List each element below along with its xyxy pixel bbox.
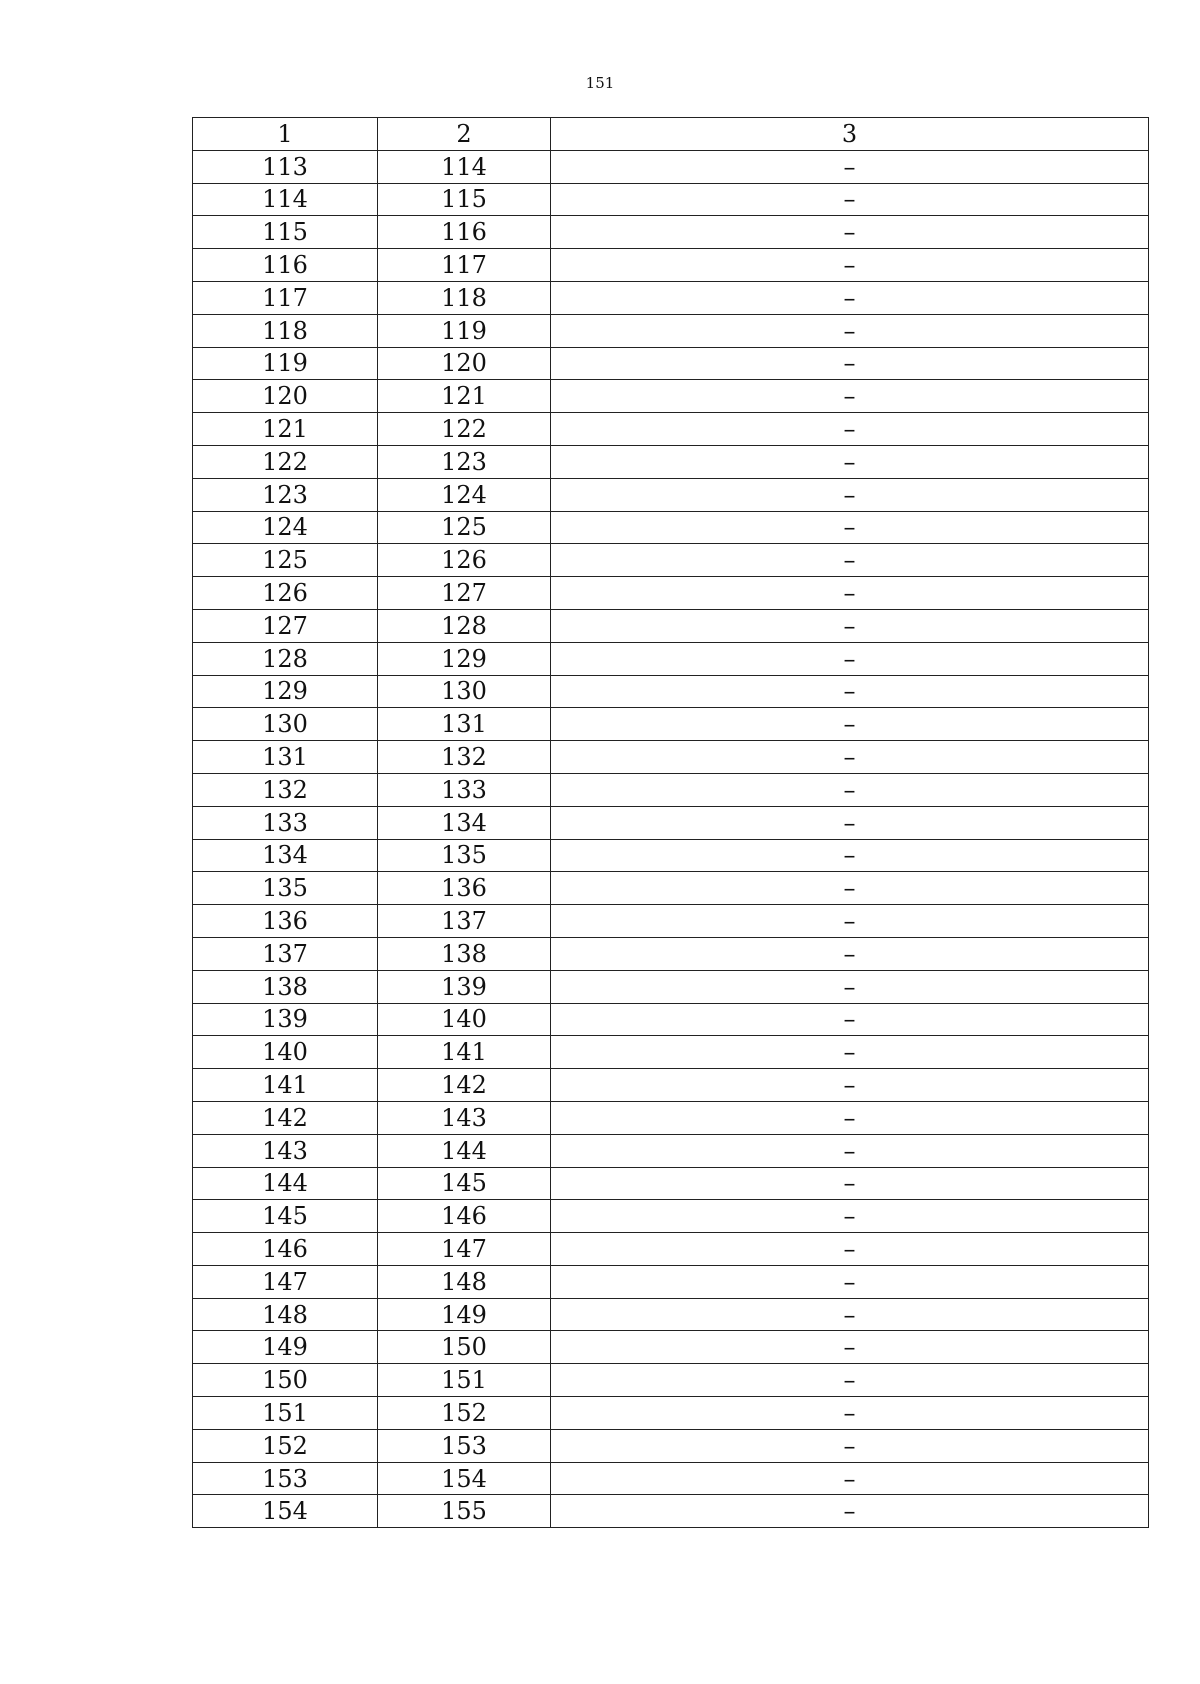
table-cell-col-3: – (551, 183, 1149, 216)
table-row (193, 1429, 1149, 1462)
page-number: 151 (585, 74, 615, 92)
table-row (193, 150, 1149, 183)
table-cell-col-3: – (551, 1233, 1149, 1266)
table-header (193, 118, 1149, 151)
table-cell-col-2: 116 (378, 216, 551, 249)
table-cell-col-1: 128 (193, 642, 378, 675)
table-cell-col-1: 115 (193, 216, 378, 249)
table-cell-col-1: 113 (193, 150, 378, 183)
table-row (193, 380, 1149, 413)
table-row (193, 1200, 1149, 1233)
table-cell-col-2: 148 (378, 1265, 551, 1298)
table-cell-col-3: – (551, 380, 1149, 413)
table-cell-col-3: – (551, 806, 1149, 839)
column-header-3: 3 (551, 118, 1149, 151)
table-cell-col-1: 141 (193, 1069, 378, 1102)
table-cell-col-1: 118 (193, 314, 378, 347)
table-cell-col-1: 151 (193, 1397, 378, 1430)
table-cell-col-3: – (551, 445, 1149, 478)
table-cell-col-3: – (551, 741, 1149, 774)
table-cell-col-2: 125 (378, 511, 551, 544)
table-cell-col-3: – (551, 1298, 1149, 1331)
table-cell-col-2: 146 (378, 1200, 551, 1233)
table-row (193, 347, 1149, 380)
table-cell-col-2: 133 (378, 773, 551, 806)
table-cell-col-3: – (551, 937, 1149, 970)
table-cell-col-1: 116 (193, 249, 378, 282)
table-row (193, 609, 1149, 642)
table-cell-col-2: 130 (378, 675, 551, 708)
table-cell-col-3: – (551, 478, 1149, 511)
table-cell-col-1: 132 (193, 773, 378, 806)
table-cell-col-3: – (551, 1495, 1149, 1528)
table-cell-col-3: – (551, 970, 1149, 1003)
table-row (193, 413, 1149, 446)
table-row (193, 1069, 1149, 1102)
table-cell-col-3: – (551, 839, 1149, 872)
table-cell-col-3: – (551, 1069, 1149, 1102)
table-cell-col-1: 144 (193, 1167, 378, 1200)
table-cell-col-2: 122 (378, 413, 551, 446)
table-cell-col-2: 155 (378, 1495, 551, 1528)
table-cell-col-3: – (551, 1003, 1149, 1036)
table-cell-col-3: – (551, 1134, 1149, 1167)
table-row (193, 445, 1149, 478)
table-cell-col-1: 154 (193, 1495, 378, 1528)
table-row (193, 1003, 1149, 1036)
table-cell-col-1: 126 (193, 577, 378, 610)
table-cell-col-3: – (551, 1364, 1149, 1397)
table-row (193, 1298, 1149, 1331)
table-cell-col-2: 143 (378, 1101, 551, 1134)
table-cell-col-1: 117 (193, 281, 378, 314)
table-cell-col-3: – (551, 413, 1149, 446)
table-cell-col-1: 152 (193, 1429, 378, 1462)
table-cell-col-3: – (551, 1429, 1149, 1462)
table-cell-col-3: – (551, 1462, 1149, 1495)
table-cell-col-2: 154 (378, 1462, 551, 1495)
table-cell-col-1: 124 (193, 511, 378, 544)
table-row (193, 839, 1149, 872)
table-cell-col-2: 139 (378, 970, 551, 1003)
table-cell-col-3: – (551, 675, 1149, 708)
table-row (193, 281, 1149, 314)
table-cell-col-3: – (551, 216, 1149, 249)
table-cell-col-2: 114 (378, 150, 551, 183)
table-cell-col-3: – (551, 314, 1149, 347)
table-cell-col-1: 125 (193, 544, 378, 577)
table-row (193, 741, 1149, 774)
table-cell-col-3: – (551, 511, 1149, 544)
table-row (193, 511, 1149, 544)
table-cell-col-2: 118 (378, 281, 551, 314)
table-cell-col-1: 148 (193, 1298, 378, 1331)
table-cell-col-1: 122 (193, 445, 378, 478)
table-cell-col-1: 129 (193, 675, 378, 708)
table-row (193, 675, 1149, 708)
table-cell-col-2: 138 (378, 937, 551, 970)
table-cell-col-3: – (551, 1101, 1149, 1134)
table-cell-col-2: 134 (378, 806, 551, 839)
table-row (193, 1101, 1149, 1134)
table-row (193, 1036, 1149, 1069)
table-cell-col-2: 153 (378, 1429, 551, 1462)
table-cell-col-3: – (551, 249, 1149, 282)
table-cell-col-2: 152 (378, 1397, 551, 1430)
table-row (193, 872, 1149, 905)
table-row (193, 970, 1149, 1003)
table-row (193, 905, 1149, 938)
table-cell-col-1: 119 (193, 347, 378, 380)
table-cell-col-3: – (551, 708, 1149, 741)
table-cell-col-3: – (551, 544, 1149, 577)
table-row (193, 937, 1149, 970)
table-row (193, 806, 1149, 839)
table-cell-col-2: 142 (378, 1069, 551, 1102)
table-cell-col-1: 145 (193, 1200, 378, 1233)
data-table-container (192, 117, 1148, 1528)
table-cell-col-2: 129 (378, 642, 551, 675)
table-cell-col-2: 117 (378, 249, 551, 282)
data-table (192, 117, 1149, 1528)
table-row (193, 1331, 1149, 1364)
table-cell-col-2: 120 (378, 347, 551, 380)
table-cell-col-2: 127 (378, 577, 551, 610)
table-cell-col-2: 119 (378, 314, 551, 347)
table-cell-col-2: 137 (378, 905, 551, 938)
table-cell-col-2: 151 (378, 1364, 551, 1397)
table-cell-col-2: 140 (378, 1003, 551, 1036)
table-cell-col-2: 147 (378, 1233, 551, 1266)
table-cell-col-1: 149 (193, 1331, 378, 1364)
table-cell-col-1: 127 (193, 609, 378, 642)
table-cell-col-1: 137 (193, 937, 378, 970)
table-cell-col-1: 120 (193, 380, 378, 413)
table-cell-col-3: – (551, 642, 1149, 675)
table-cell-col-1: 143 (193, 1134, 378, 1167)
table-cell-col-1: 130 (193, 708, 378, 741)
table-row (193, 1462, 1149, 1495)
table-cell-col-1: 153 (193, 1462, 378, 1495)
table-cell-col-1: 123 (193, 478, 378, 511)
table-cell-col-1: 140 (193, 1036, 378, 1069)
table-cell-col-2: 150 (378, 1331, 551, 1364)
table-cell-col-1: 146 (193, 1233, 378, 1266)
table-row (193, 642, 1149, 675)
table-cell-col-2: 131 (378, 708, 551, 741)
table-cell-col-1: 147 (193, 1265, 378, 1298)
table-row (193, 1167, 1149, 1200)
table-cell-col-2: 124 (378, 478, 551, 511)
table-cell-col-1: 142 (193, 1101, 378, 1134)
table-cell-col-1: 114 (193, 183, 378, 216)
table-row (193, 1233, 1149, 1266)
table-cell-col-2: 115 (378, 183, 551, 216)
table-row (193, 1495, 1149, 1528)
table-row (193, 544, 1149, 577)
table-row (193, 1265, 1149, 1298)
table-cell-col-2: 126 (378, 544, 551, 577)
table-cell-col-3: – (551, 1397, 1149, 1430)
table-cell-col-1: 133 (193, 806, 378, 839)
table-cell-col-3: – (551, 1167, 1149, 1200)
table-row (193, 478, 1149, 511)
table-cell-col-1: 150 (193, 1364, 378, 1397)
table-row (193, 216, 1149, 249)
table-row (193, 708, 1149, 741)
table-cell-col-3: – (551, 281, 1149, 314)
table-row (193, 1134, 1149, 1167)
table-cell-col-3: – (551, 577, 1149, 610)
table-cell-col-2: 121 (378, 380, 551, 413)
table-cell-col-1: 138 (193, 970, 378, 1003)
table-cell-col-3: – (551, 905, 1149, 938)
table-cell-col-3: – (551, 609, 1149, 642)
table-cell-col-3: – (551, 1036, 1149, 1069)
table-cell-col-2: 123 (378, 445, 551, 478)
table-cell-col-2: 144 (378, 1134, 551, 1167)
column-header-1: 1 (193, 118, 378, 151)
table-row (193, 183, 1149, 216)
table-cell-col-2: 136 (378, 872, 551, 905)
table-cell-col-3: – (551, 1265, 1149, 1298)
table-body (193, 150, 1149, 1527)
table-cell-col-3: – (551, 1331, 1149, 1364)
header-row (193, 118, 1149, 151)
table-row (193, 314, 1149, 347)
table-cell-col-2: 132 (378, 741, 551, 774)
table-cell-col-1: 134 (193, 839, 378, 872)
table-cell-col-2: 135 (378, 839, 551, 872)
table-row (193, 577, 1149, 610)
table-cell-col-2: 128 (378, 609, 551, 642)
table-cell-col-3: – (551, 150, 1149, 183)
table-row (193, 249, 1149, 282)
table-cell-col-1: 135 (193, 872, 378, 905)
column-header-2: 2 (378, 118, 551, 151)
table-cell-col-3: – (551, 347, 1149, 380)
table-cell-col-1: 121 (193, 413, 378, 446)
table-cell-col-1: 139 (193, 1003, 378, 1036)
table-cell-col-2: 145 (378, 1167, 551, 1200)
table-row (193, 1364, 1149, 1397)
table-cell-col-1: 131 (193, 741, 378, 774)
table-row (193, 773, 1149, 806)
table-row (193, 1397, 1149, 1430)
table-cell-col-2: 149 (378, 1298, 551, 1331)
table-cell-col-3: – (551, 773, 1149, 806)
table-cell-col-3: – (551, 872, 1149, 905)
table-cell-col-2: 141 (378, 1036, 551, 1069)
table-cell-col-1: 136 (193, 905, 378, 938)
table-cell-col-3: – (551, 1200, 1149, 1233)
